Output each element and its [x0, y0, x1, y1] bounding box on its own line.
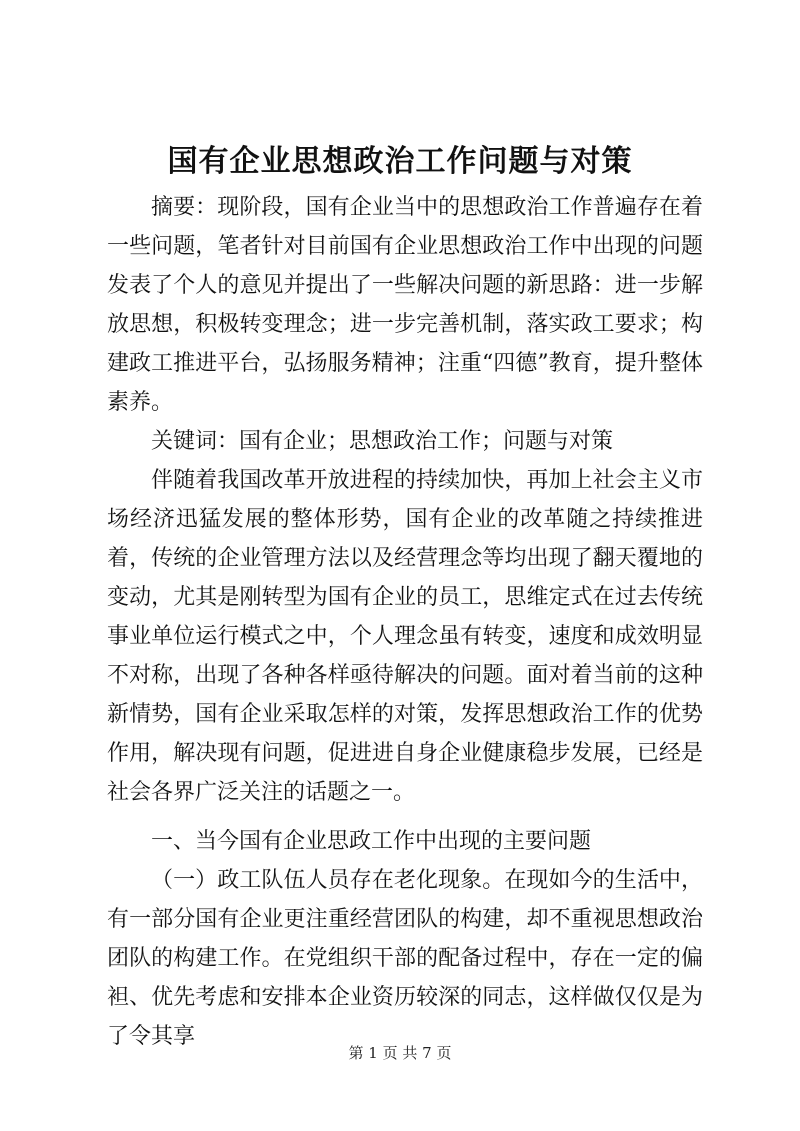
abstract-paragraph: 摘要：现阶段，国有企业当中的思想政治工作普遍存在着一些问题，笔者针对目前国有企业思想政治工作中出现的问题发表了个人的意见并提出了一些解决问题的新思路：进一步解放思想，积极转变理念；进一步完善机制，落实政工要求；构建政工推进平台，弘扬服务精神；注重“四德”教育，提升整体素养。 — [107, 195, 703, 415]
subsection-paragraph: （一）政工队伍人员存在老化现象。在现如今的生活中，有一部分国有企业更注重经营团队的构建，却不重视思想政治团队的构建工作。在党组织干部的配备过程中，存在一定的偏袒、优先考虑和安排本企业资历较深的同志，这样做仅仅是为了令其享 — [107, 868, 703, 1049]
intro-paragraph: 伴随着我国改革开放进程的持续加快，再加上社会主义市场经济迅猛发展的整体形势，国有企业的改革随之持续推进着，传统的企业管理方法以及经营理念等均出现了翻天覆地的变动，尤其是刚转型为国有企业的员工，思维定式在过去传统事业单位运行模式之中，个人理念虽有转变，速度和成效明显不对称，出现了各种各样亟待解决的问题。面对着当前的这种新情势，国有企业采取怎样的对策，发挥思想政治工作的优势作用，解决现有问题，促进进自身企业健康稳步发展，已经是社会各界广泛关注的话题之一。 — [107, 468, 703, 805]
document-body — [107, 188, 703, 1056]
keywords-paragraph: 关键词：国有企业；思想政治工作；问题与对策 — [151, 429, 614, 454]
document-title: 国有企业思想政治工作问题与对策 — [167, 144, 633, 179]
page-footer: 第 1 页 共 7 页 — [348, 1044, 452, 1062]
section-heading: 一、当今国有企业思政工作中出现的主要问题 — [151, 829, 592, 854]
